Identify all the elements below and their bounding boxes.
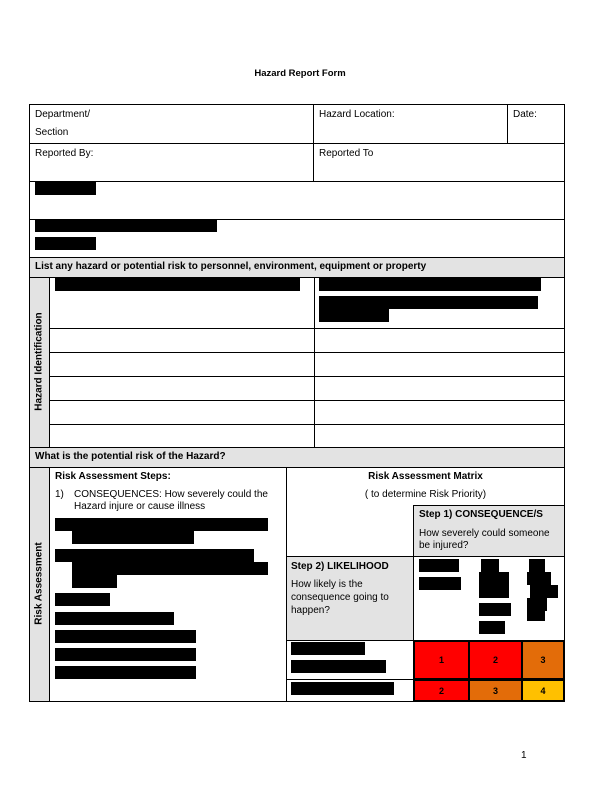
- hazard-prompt: List any hazard or potential risk to personnel, environment, equipment or property: [35, 261, 427, 272]
- risk-assessment-label: Risk Assessment: [33, 542, 45, 625]
- redaction: [319, 296, 538, 309]
- step1-desc-line2: be injured?: [419, 540, 469, 551]
- redaction: [55, 593, 110, 606]
- matrix-subtitle: ( to determine Risk Priority): [364, 489, 487, 500]
- step2-desc-line3: happen?: [291, 605, 330, 616]
- step1-line2: Hazard injure or cause illness: [74, 501, 206, 512]
- redaction: [481, 559, 499, 572]
- redaction: [527, 572, 551, 585]
- redaction: [479, 603, 511, 616]
- redaction: [55, 612, 174, 625]
- redaction: [419, 577, 461, 590]
- redaction: [319, 278, 541, 291]
- redaction: [55, 666, 196, 679]
- matrix-cell: 2: [469, 641, 522, 679]
- step1-desc-line1: How severely could someone: [419, 528, 550, 539]
- matrix-title: Risk Assessment Matrix: [368, 471, 483, 482]
- redaction: [55, 518, 268, 531]
- step2-desc-line1: How likely is the: [291, 579, 363, 590]
- redaction: [527, 598, 547, 611]
- matrix-cell: 4: [522, 680, 564, 701]
- redaction: [530, 585, 558, 598]
- section-label: Section: [35, 127, 69, 138]
- date-label: Date:: [513, 109, 537, 120]
- redaction: [35, 237, 96, 250]
- step1-title: Step 1) CONSEQUENCE/S: [419, 509, 543, 520]
- redaction: [72, 575, 117, 588]
- redaction: [55, 648, 196, 661]
- step1-number: 1): [55, 489, 64, 500]
- hazard-location-label: Hazard Location:: [319, 109, 395, 120]
- matrix-cell: 3: [522, 641, 564, 679]
- redaction: [479, 621, 505, 634]
- reported-by-label: Reported By:: [35, 148, 94, 159]
- steps-title: Risk Assessment Steps:: [55, 471, 171, 482]
- redaction: [55, 549, 254, 562]
- page-number: 1: [521, 750, 527, 761]
- redaction: [291, 660, 386, 673]
- form-title: Hazard Report Form: [254, 68, 346, 79]
- risk-prompt: What is the potential risk of the Hazard?: [35, 451, 226, 462]
- redaction: [55, 278, 300, 291]
- redaction: [55, 630, 196, 643]
- redaction: [291, 642, 365, 655]
- matrix-cell: 3: [469, 680, 522, 701]
- redaction: [419, 559, 459, 572]
- redaction: [35, 182, 96, 195]
- redaction: [72, 562, 268, 575]
- redaction: [291, 682, 394, 695]
- reported-to-label: Reported To: [319, 148, 374, 159]
- hazard-identification-label: Hazard Identification: [33, 312, 45, 411]
- redaction: [35, 219, 217, 232]
- redaction: [479, 585, 509, 598]
- matrix-cell: 2: [414, 680, 469, 701]
- department-label: Department/: [35, 109, 91, 120]
- matrix-cell: 1: [414, 641, 469, 679]
- redaction: [529, 559, 545, 572]
- redaction: [479, 572, 509, 585]
- step1-line1: CONSEQUENCES: How severely could the: [74, 489, 268, 500]
- redaction: [319, 309, 389, 322]
- redaction: [527, 611, 545, 621]
- redaction: [72, 531, 194, 544]
- step2-desc-line2: consequence going to: [291, 592, 389, 603]
- step2-title: Step 2) LIKELIHOOD: [291, 561, 389, 572]
